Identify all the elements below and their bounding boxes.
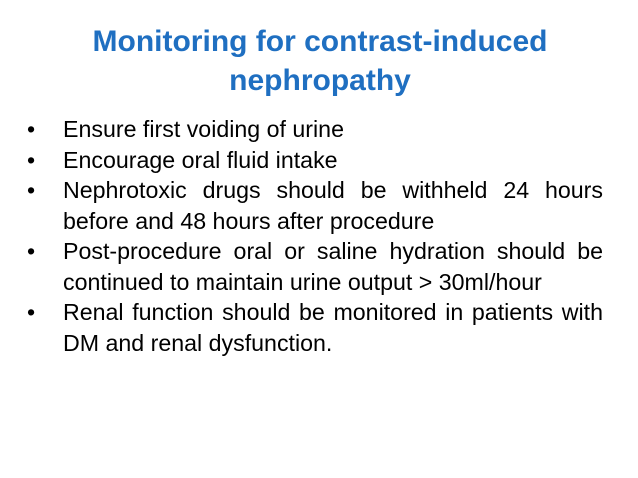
bullet-item	[26, 175, 603, 236]
bullet-icon: •	[27, 116, 36, 142]
bullet-item	[26, 297, 603, 358]
slide-title: Monitoring for contrast-induced nephropathy	[92, 25, 548, 97]
bullet-item	[26, 236, 603, 297]
bullet-item	[26, 145, 603, 176]
bullet-list	[26, 114, 603, 358]
bullet-icon: •	[27, 238, 36, 264]
bullet-icon: •	[27, 146, 36, 173]
bullet-icon: •	[27, 177, 36, 203]
bullet-text: Ensure first voiding of urine	[63, 116, 344, 142]
bullet-icon: •	[27, 299, 36, 325]
bullet-text: Post-procedure oral or saline hydration should be continued to maintain urine output > 30ml/hour	[63, 238, 603, 295]
bullet-text: Renal function should be monitored in patients with DM and renal dysfunction.	[63, 299, 603, 356]
bullet-text: Encourage oral fluid intake	[63, 146, 338, 173]
bullet-item	[26, 114, 603, 145]
bullet-text: Nephrotoxic drugs should be withheld 24 hours before and 48 hours after procedure	[63, 177, 603, 234]
